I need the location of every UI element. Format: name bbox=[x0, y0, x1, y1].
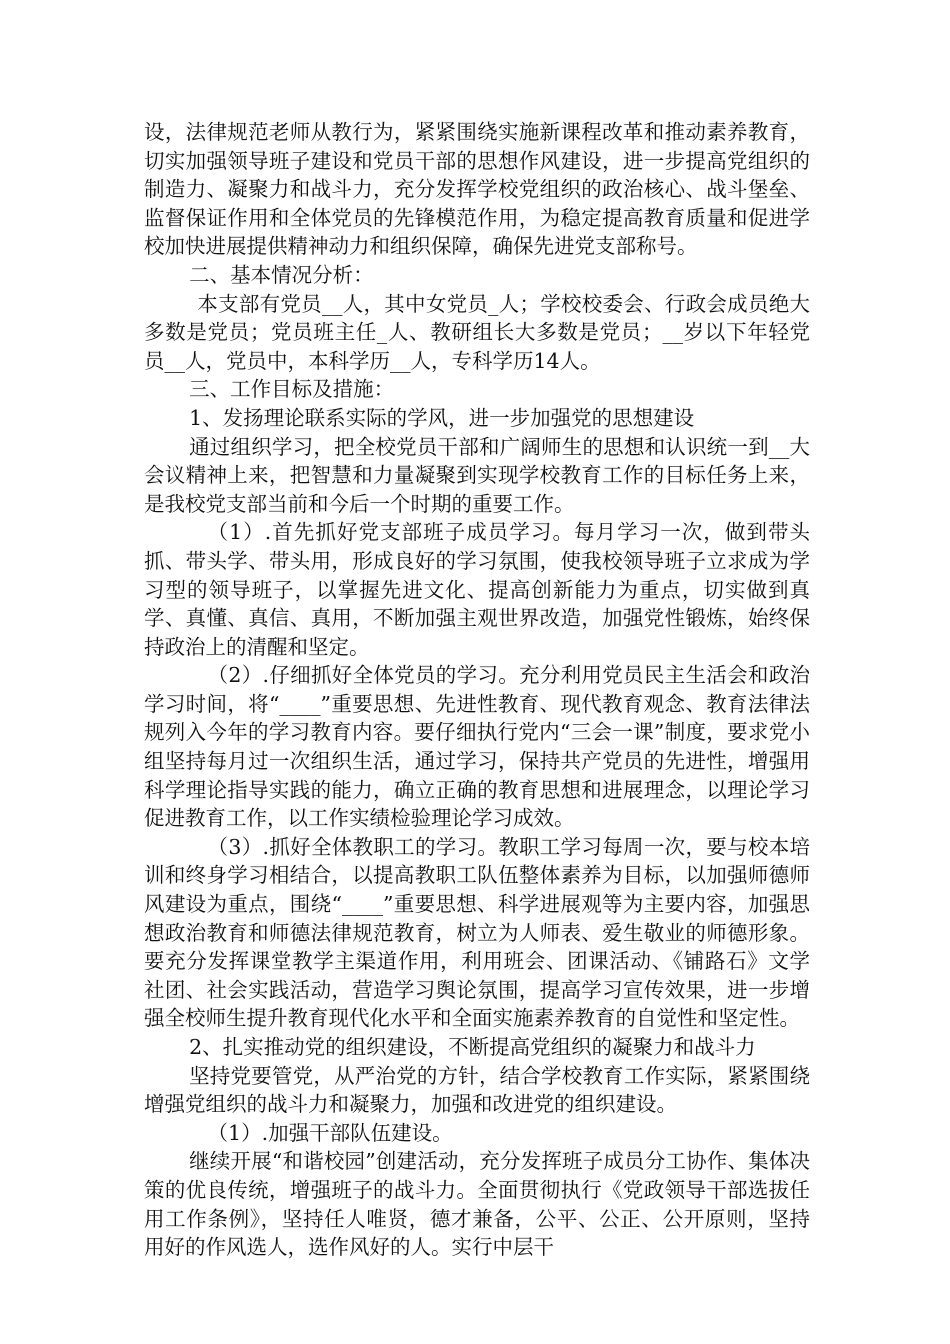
subheading-theory-practice: 1、发扬理论联系实际的学风，进一步加强党的思想建设 bbox=[189, 405, 695, 430]
paragraph-item-3-staff-study: （3）.抓好全体教职工的学习。教职工学习每周一次，要与校本培训和终身学习相结合，以提高教职工队伍整体素养为目标，以加强师德师风建设为重点，围绕“____”重要思想、科学进展观等为主要内容，加强思想政治教育和师德法律规范教育，树立为人师表、爱生敬业的师德形象。要充分发挥课堂教学主渠道作用，利用班会、团课活动、《铺路石》文学社团、社会实践活动，营造学习舆论氛围，提高学习宣传效果，进一步增强全校师生提升教育现代化水平和全面实施素养教育的自觉性和坚定性。 bbox=[144, 834, 810, 1031]
heading-basic-situation: 二、基本情况分析： bbox=[189, 262, 374, 287]
document-body bbox=[144, 118, 810, 1262]
paragraph-item-2-member-study: （2）.仔细抓好全体党员的学习。充分利用党员民主生活会和政治学习时间，将“____”重要思想、先进性教育、现代教育观念、教育法律法规列入今年的学习教育内容。要仔细执行党内“三会一课”制度，要求党小组坚持每月过一次组织生活，通过学习，保持共产党员的先进性，增强用科学理论指导实践的能力，确立正确的教育思想和进展理念，以理论学习促进教育工作，以工作实绩检验理论学习成效。 bbox=[144, 663, 810, 831]
heading-goals-measures: 三、工作目标及措施： bbox=[189, 377, 395, 402]
paragraph-item-1-leadership-study: （1）.首先抓好党支部班子成员学习。每月学习一次，做到带头抓、带头学、带头用，形成良好的学习氛围，使我校领导班子立求成为学习型的领导班子，以掌握先进文化、提高创新能力为重点，切实做到真学、真懂、真信、真用，不断加强主观世界改造，加强党性锻炼，始终保持政治上的清醒和坚定。 bbox=[144, 520, 810, 659]
subheading-organization-building: 2、扎实推动党的组织建设，不断提高党组织的凝聚力和战斗力 bbox=[189, 1035, 756, 1059]
paragraph-member-stats: 本支部有党员__人，其中女党员_人；学校校委会、行政会成员绝大多数是党员；党员班主任_人、教研组长大多数是党员；__岁以下年轻党员__人，党员中，本科学历__人，专科学历14人。 bbox=[144, 291, 810, 373]
paragraph-harmonious-campus: 继续开展“和谐校园”创建活动，充分发挥班子成员分工协作、集体决策的优良传统，增强班子的战斗力。全面贯彻执行《党政领导干部选拔任用工作条例》，坚持任人唯贤，德才兼备，公平、公正、公开原则，坚持用好的作风选人，选作风好的人。实行中层干 bbox=[144, 1149, 810, 1260]
paragraph-organize-study: 通过组织学习，把全校党员干部和广阔师生的思想和认识统一到__大会议精神上来，把智慧和力量凝聚到实现学校教育工作的目标任务上来，是我校党支部当前和今后一个时期的重要工作。 bbox=[144, 434, 810, 516]
paragraph-intro-continued: 设，法律规范老师从教行为，紧紧围绕实施新课程改革和推动素养教育，切实加强领导班子建设和党员干部的思想作风建设，进一步提高党组织的制造力、凝聚力和战斗力，充分发挥学校党组织的政治核心、战斗堡垒、监督保证作用和全体党员的先锋模范作用，为稳定提高教育质量和促进学校加快进展提供精神动力和组织保障，确保先进党支部称号。 bbox=[144, 120, 810, 259]
paragraph-item-1-cadre-team: （1）.加强干部队伍建设。 bbox=[207, 1120, 453, 1145]
paragraph-party-management: 坚持党要管党，从严治党的方针，结合学校教育工作实际，紧紧围绕增强党组织的战斗力和凝聚力，加强和改进党的组织建设。 bbox=[144, 1063, 810, 1117]
